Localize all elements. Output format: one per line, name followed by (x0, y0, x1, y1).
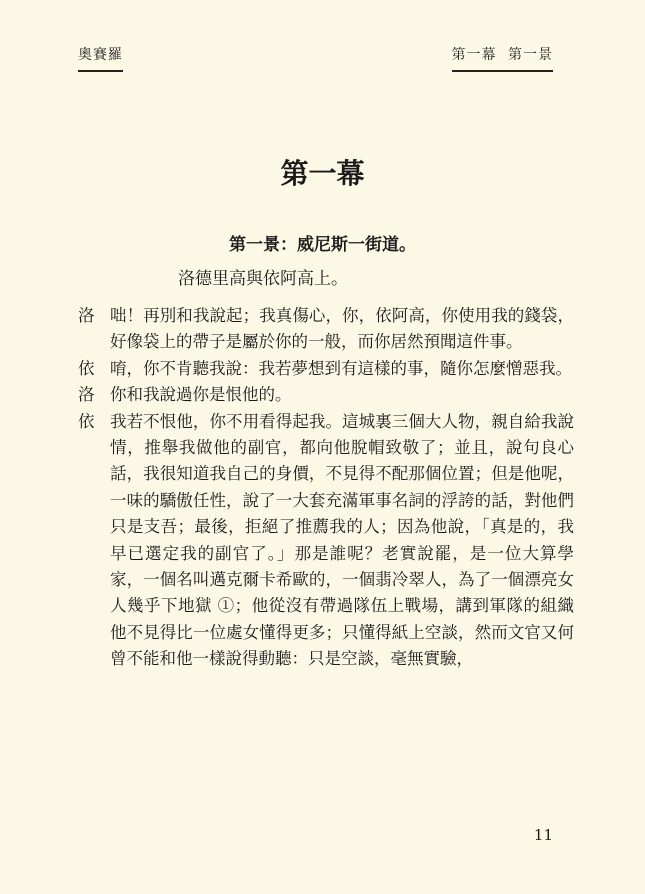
speaker-name: 依 (78, 358, 95, 378)
speech-text: 咄！再別和我說起；我真傷心，你，依阿高，你使用我的錢袋，好像袋上的帶子是屬於你的一般，而你居然預聞這件事。 (110, 306, 574, 352)
dialogue-line (78, 382, 574, 408)
dialogue-line (78, 356, 574, 382)
dialogue (78, 303, 574, 673)
act-title: 第一幕 (280, 157, 365, 190)
header-book-title: 奧賽羅 (78, 44, 123, 72)
page-number: 11 (533, 826, 553, 844)
speaker-name: 洛 (78, 385, 95, 405)
stage-direction: 洛德里高與依阿高上。 (178, 269, 348, 289)
dialogue-line (78, 409, 574, 673)
header-section: 第一幕 第一景 (452, 44, 553, 72)
speaker-name: 洛 (78, 306, 95, 325)
scene-heading: 第一景：威尼斯一街道。 (229, 235, 416, 255)
speech-text: 我若不恨他，你不用看得起我。這城裏三個大人物，親自給我說情，推舉我做他的副官，都向他脫帽致敬了；並且，說句良心話，我很知道我自己的身價，不見得不配那個位置；但是他呢，一味的驕傲任性，說了一大套充滿軍事名詞的浮誇的話，對他們只是支吾；最後，拒絕了推薦我的人；因為他說，「真是的，我早已選定我的副官了。」那是誰呢？老實說罷，是一位大算學家，一個名叫邁克爾卡希歐的，一個翡冷翠人，為了一個漂亮女人幾乎下地獄 ①；他從沒有帶過隊伍上戰場，講到軍隊的組織他不見得比一位處女懂得更多；只懂得紙上空談，然而文官又何曾不能和他一樣說得動聽：只是空談，毫無實驗， (110, 411, 574, 669)
speech-text: 唷，你不肯聽我說：我若夢想到有這樣的事，隨你怎麼憎惡我。 (110, 358, 572, 378)
dialogue-line (78, 303, 574, 356)
speaker-name: 依 (78, 411, 95, 431)
speech-text: 你和我說過你是恨他的。 (110, 385, 292, 405)
